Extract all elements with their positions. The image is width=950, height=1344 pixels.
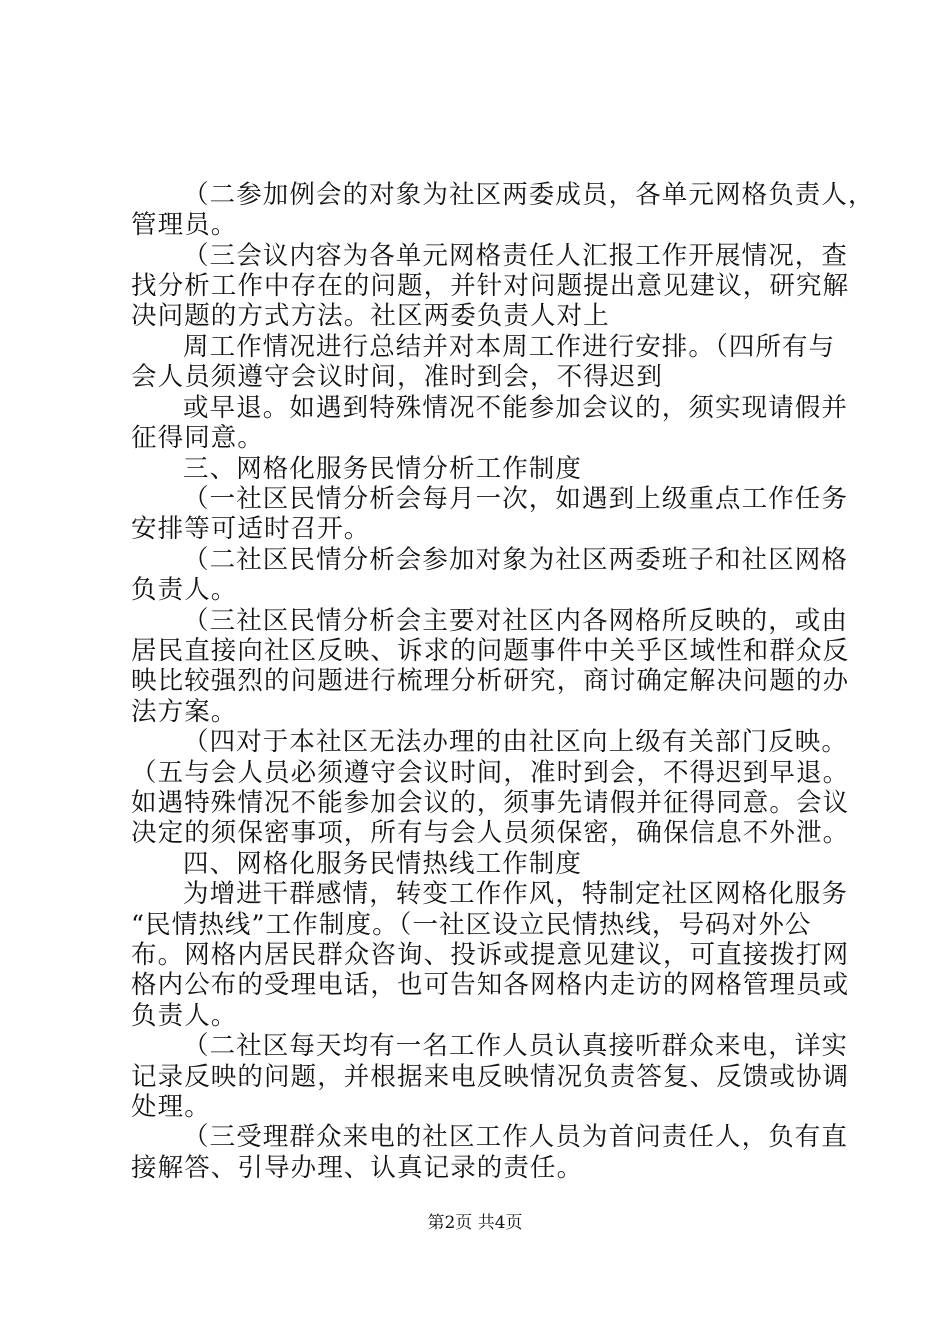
text-line: 处理。 [131,1092,211,1122]
text-line: 决问题的方式方法。社区两委负责人对上 [131,301,610,331]
text-line: （一社区民情分析会每月一次，如遇到上级重点工作任务 [183,484,849,514]
text-line: （五与会人员必须遵守会议时间，准时到会，不得迟到早退。 [131,758,850,788]
text-line: 格内公布的受理电话，也可告知各网格内走访的网格管理员或 [131,970,850,1000]
text-line: 负责人。 [131,1001,238,1031]
section-heading: 三、网格化服务民情分析工作制度 [183,454,583,484]
text-line: 如遇特殊情况不能参加会议的，须事先请假并征得同意。会议 [131,788,850,818]
text-line: 安排等可适时召开。 [131,514,371,544]
page-number-label: 第2页 共4页 [427,1213,523,1233]
text-line: 布。网格内居民群众咨询、投诉或提意见建议，可直接拨打网 [131,940,850,970]
text-line: 会人员须遵守会议时间，准时到会，不得迟到 [131,362,664,392]
text-line: 为增进干群感情，转变工作作风，特制定社区网格化服务 [183,879,849,909]
text-line: （二社区每天均有一名工作人员认真接听群众来电，详实 [183,1031,849,1061]
text-line: （三社区民情分析会主要对社区内各网格所反映的，或由 [183,606,849,636]
text-line: （二社区民情分析会参加对象为社区两委班子和社区网格 [183,545,849,575]
text-line: 或早退。如遇到特殊情况不能参加会议的，须实现请假并 [183,393,849,423]
text-line: 管理员。 [131,210,238,240]
text-line: 接解答、引导办理、认真记录的责任。 [131,1153,584,1183]
text-line: 法方案。 [131,697,238,727]
text-line: 记录反映的问题，并根据来电反映情况负责答复、反馈或协调 [131,1062,850,1092]
text-line: “民情热线”工作制度。（一社区设立民情热线，号码对外公 [131,910,812,940]
text-line: （二参加例会的对象为社区两委成员，各单元网格负责人， [183,180,875,210]
text-line: 找分析工作中存在的问题，并针对问题提出意见建议，研究解 [131,271,850,301]
text-line: （三受理群众来电的社区工作人员为首问责任人，负有直 [183,1122,849,1152]
text-line: 征得同意。 [131,423,265,453]
text-line: 决定的须保密事项，所有与会人员须保密，确保信息不外泄。 [131,818,850,848]
text-line: （四对于本社区无法办理的由社区向上级有关部门反映。 [183,727,849,757]
page-footer [0,1212,950,1234]
text-line: 居民直接向社区反映、诉求的问题事件中关乎区域性和群众反 [131,636,850,666]
text-line: 负责人。 [131,575,238,605]
text-line: 映比较强烈的问题进行梳理分析研究，商讨确定解决问题的办 [131,666,850,696]
text-line: （三会议内容为各单元网格责任人汇报工作开展情况，查 [183,241,849,271]
text-line: 周工作情况进行总结并对本周工作进行安排。（四所有与 [183,332,836,362]
section-heading: 四、网格化服务民情热线工作制度 [183,849,583,879]
